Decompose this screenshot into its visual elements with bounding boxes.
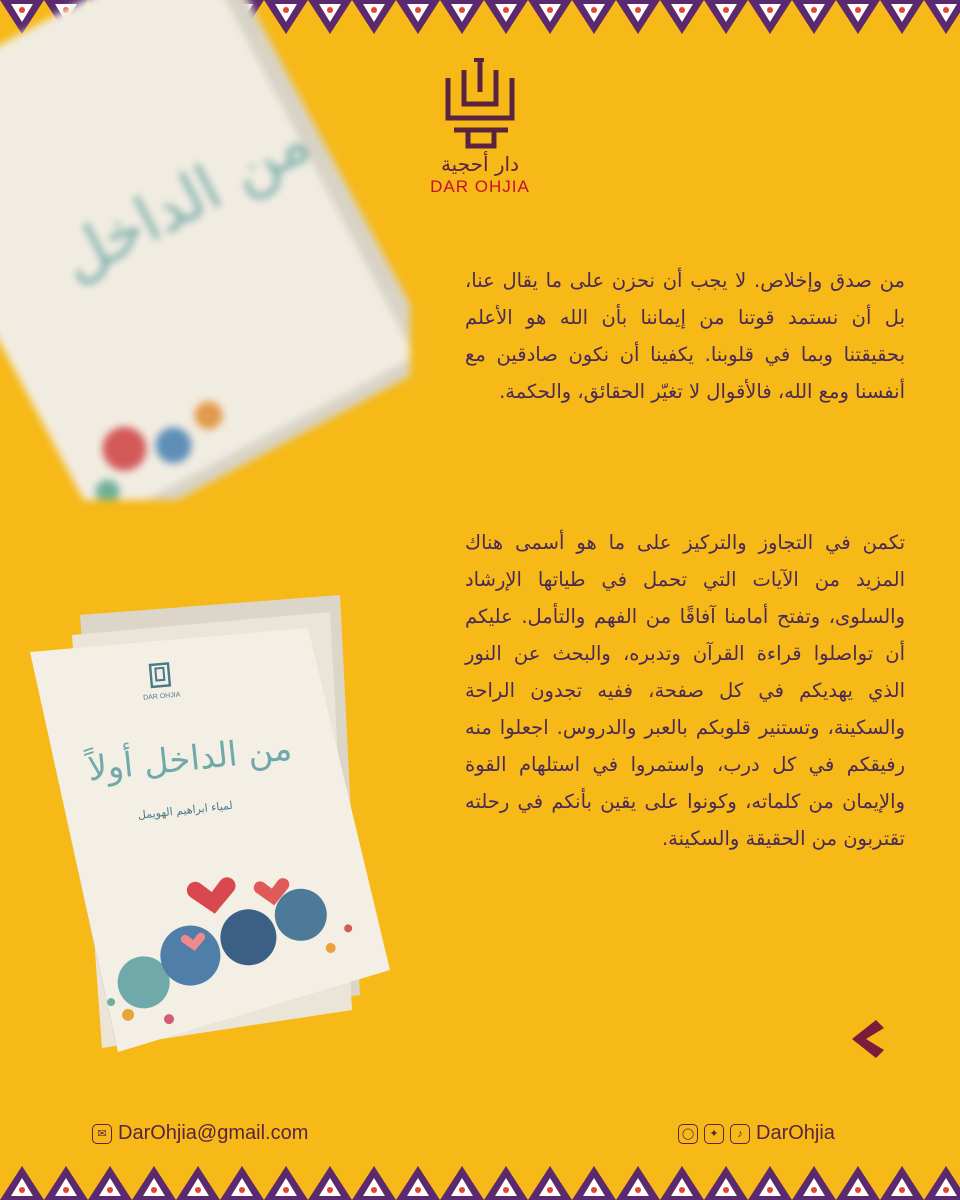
instagram-icon[interactable]: ◯ xyxy=(678,1124,698,1144)
border-ornament xyxy=(679,1187,685,1193)
previous-page-chevron-icon[interactable] xyxy=(850,1018,884,1060)
twitter-icon[interactable]: ✦ xyxy=(704,1124,724,1144)
footer-social-handle: DarOhjia xyxy=(756,1122,835,1144)
border-ornament xyxy=(855,7,861,13)
border-ornament xyxy=(107,1187,113,1193)
border-ornament xyxy=(503,7,509,13)
border-ornament xyxy=(151,1187,157,1193)
footer-email-text: DarOhjia@gmail.com xyxy=(118,1122,309,1144)
border-ornament xyxy=(503,1187,509,1193)
border-ornament xyxy=(899,7,905,13)
border-ornament xyxy=(63,1187,69,1193)
bottom-decorative-border xyxy=(0,1156,960,1200)
border-ornament xyxy=(679,7,685,13)
border-ornament xyxy=(943,7,949,13)
body-paragraph-1: من صدق وإخلاص. لا يجب أن نحزن على ما يقال عنا، بل أن نستمد قوتنا من إيماننا بأن الله هو الأعلم بحقيقتنا وبما في قلوبنا. يكفينا أن نكون صادقين مع أنفسنا ومع الله، فالأقوال لا تغيّر الحقائق، والحكمة. xyxy=(465,269,905,403)
border-ornament xyxy=(723,7,729,13)
border-ornament xyxy=(327,1187,333,1193)
body-paragraph-2: تكمن في التجاوز والتركيز على ما هو أسمى هناك المزيد من الآيات التي تحمل في طياتها الإرشاد والسلوى، وتفتح أمامنا آفاقًا من الفهم والتأمل. عليكم أن تواصلوا قراءة القرآن وتدبره، والبحث عن النور الذي يهديكم في كل صفحة، ففيه تجدون الراحة والسكينة، وتستنير قلوبكم بالعبر والدروس. اجعلوا منه رفيقكم في كل درب، واستمروا في استلهام القوة والإيمان من كلماته، وكونوا على يقين بأنكم في رحلته تقتربون من الحقيقة والسكينة. xyxy=(465,531,905,850)
border-ornament xyxy=(459,1187,465,1193)
svg-text:من الداخل: من الداخل xyxy=(47,103,322,296)
book-publisher-label: DAR OHJIA xyxy=(142,691,181,702)
border-ornament xyxy=(415,1187,421,1193)
border-ornament xyxy=(283,1187,289,1193)
border-ornament xyxy=(899,1187,905,1193)
book-author: لمياء ابراهيم الهويمل xyxy=(137,798,234,822)
brand-name-arabic: دار أحجية xyxy=(440,152,520,176)
border-ornament xyxy=(635,1187,641,1193)
border-ornament xyxy=(635,7,641,13)
brand-logo xyxy=(410,58,550,197)
border-ornament xyxy=(811,7,817,13)
border-ornament xyxy=(723,1187,729,1193)
brand-logo-mark-icon xyxy=(438,58,522,150)
border-ornament xyxy=(943,1187,949,1193)
border-ornament xyxy=(855,1187,861,1193)
footer-email[interactable] xyxy=(92,1122,308,1145)
brand-name-english: DAR OHJIA xyxy=(430,177,530,196)
border-ornament xyxy=(415,7,421,13)
border-ornament xyxy=(591,7,597,13)
border-ornament xyxy=(767,7,773,13)
tiktok-icon[interactable]: ♪ xyxy=(730,1124,750,1144)
border-ornament xyxy=(371,1187,377,1193)
blurred-background-book xyxy=(0,0,410,500)
border-ornament xyxy=(547,7,553,13)
border-ornament xyxy=(767,1187,773,1193)
book-cover-mockup xyxy=(10,590,410,1070)
border-ornament xyxy=(195,1187,201,1193)
border-ornament xyxy=(19,1187,25,1193)
book-title: من الداخل أولاً xyxy=(85,728,294,790)
footer-social[interactable] xyxy=(678,1122,835,1145)
envelope-icon: ✉ xyxy=(92,1124,112,1144)
border-ornament xyxy=(459,7,465,13)
border-ornament xyxy=(239,1187,245,1193)
border-ornament xyxy=(811,1187,817,1193)
border-ornament xyxy=(547,1187,553,1193)
border-ornament xyxy=(591,1187,597,1193)
